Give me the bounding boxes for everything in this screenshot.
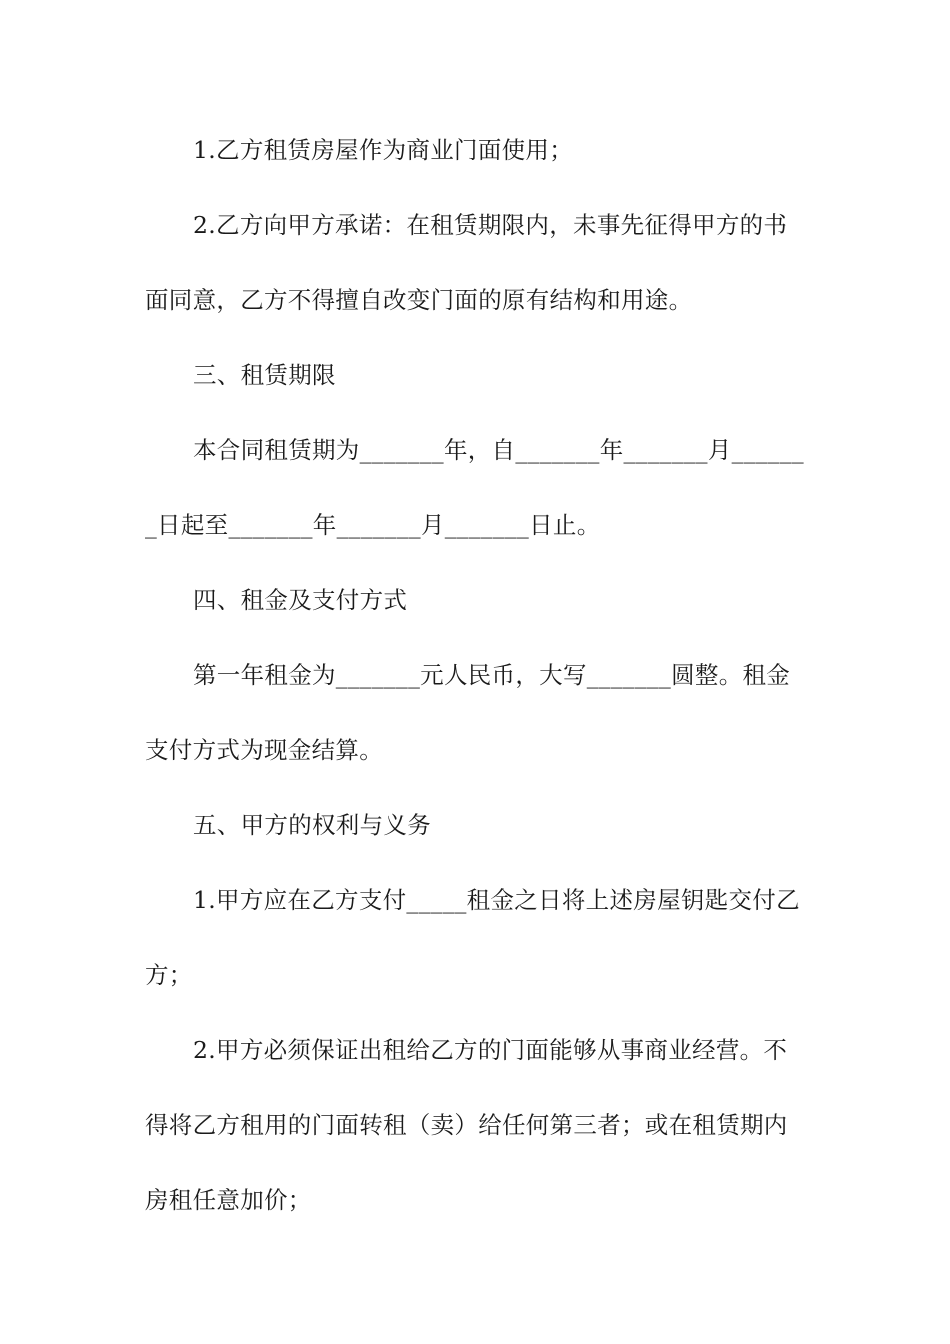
landlord-clause1-line1: 1.甲方应在乙方支付_____租金之日将上述房屋钥匙交付乙 — [193, 886, 800, 914]
rent-line2: 支付方式为现金结算。 — [145, 736, 383, 764]
clause-promise-line1: 2.乙方向甲方承诺：在租赁期限内，未事先征得甲方的书 — [193, 211, 788, 239]
section-heading-landlord-rights: 五、甲方的权利与义务 — [193, 811, 431, 839]
landlord-clause2-line3: 房租任意加价； — [145, 1186, 312, 1214]
landlord-clause2-line1: 2.甲方必须保证出租给乙方的门面能够从事商业经营。不 — [193, 1036, 788, 1064]
lease-term-line2: _日起至_______年_______月_______日止。 — [145, 511, 601, 539]
lease-term-line1: 本合同租赁期为_______年，自_______年_______月______ — [193, 436, 804, 464]
landlord-clause2-line2: 得将乙方租用的门面转租（卖）给任何第三者；或在租赁期内 — [145, 1111, 788, 1139]
clause-promise-line2: 面同意，乙方不得擅自改变门面的原有结构和用途。 — [145, 286, 693, 314]
landlord-clause1-line2: 方； — [145, 961, 193, 989]
section-heading-rent-payment: 四、租金及支付方式 — [193, 586, 408, 614]
clause-use-purpose: 1.乙方租赁房屋作为商业门面使用； — [193, 136, 574, 164]
section-heading-lease-term: 三、租赁期限 — [193, 361, 336, 389]
rent-line1: 第一年租金为_______元人民币，大写_______圆整。租金 — [193, 661, 791, 689]
